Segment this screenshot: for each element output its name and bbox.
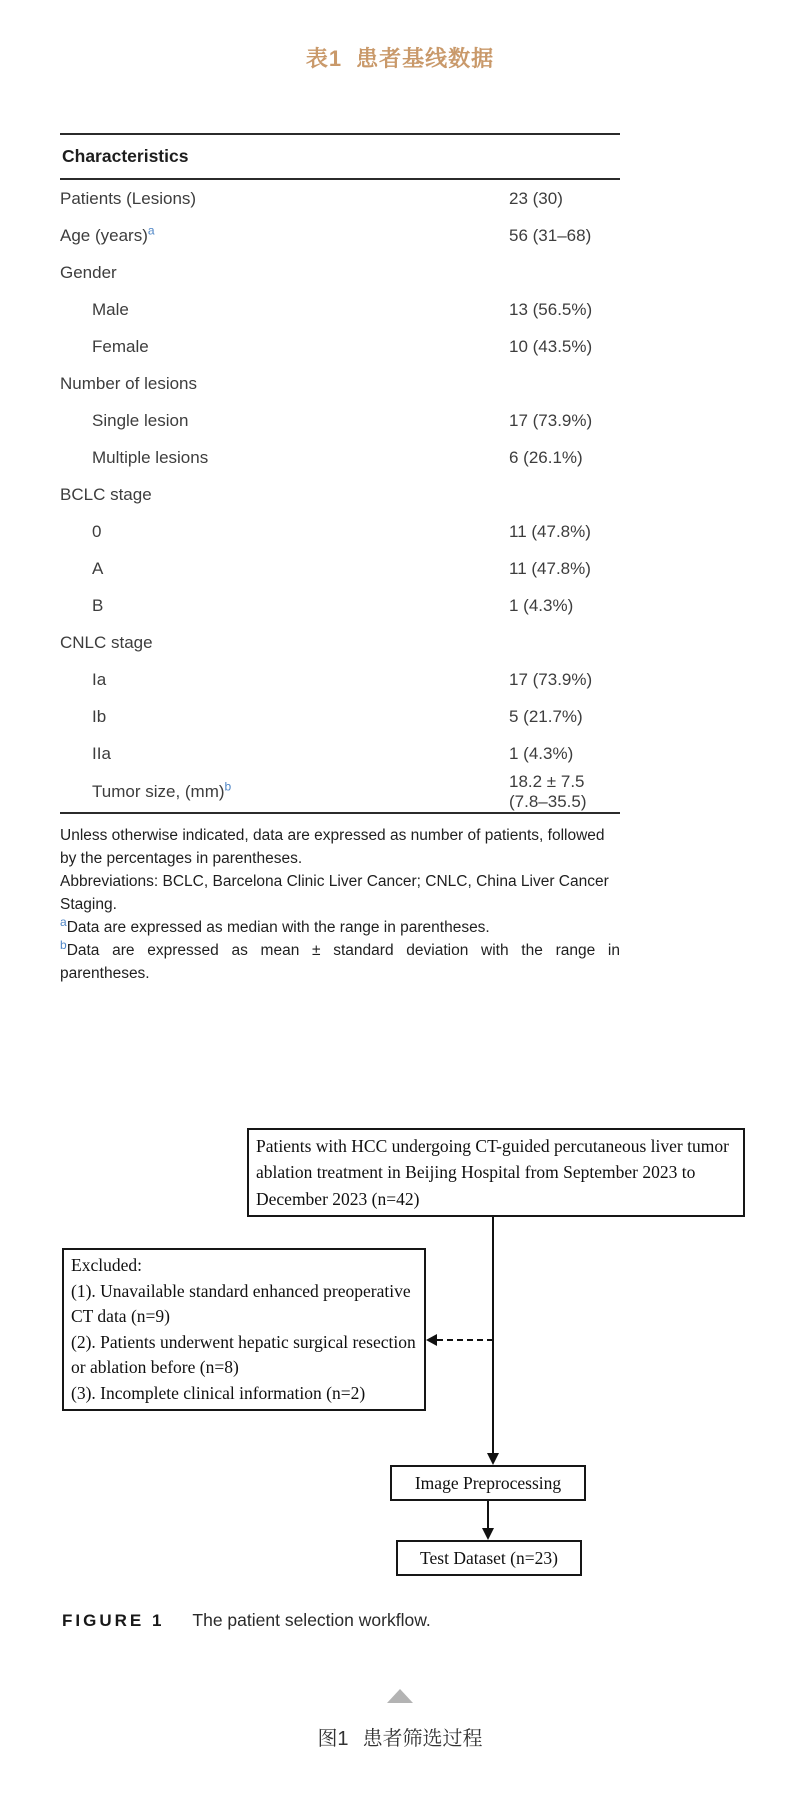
table-row bbox=[60, 291, 620, 328]
figure-label: FIGURE 1 bbox=[62, 1611, 165, 1630]
figure-caption-zh-prefix: 图1 bbox=[317, 1728, 349, 1750]
row-value: 17 (73.9%) bbox=[509, 669, 593, 689]
row-label: Female bbox=[92, 336, 149, 356]
footnote bbox=[60, 939, 620, 985]
row-label: CNLC stage bbox=[60, 632, 153, 652]
row-value bbox=[509, 624, 620, 661]
row-label: Age (years) bbox=[60, 225, 148, 245]
row-value: 6 (26.1%) bbox=[509, 447, 583, 467]
arrow-left-icon bbox=[426, 1334, 437, 1346]
figure-caption bbox=[62, 1610, 431, 1631]
footnote bbox=[60, 916, 620, 939]
row-label: Single lesion bbox=[92, 410, 189, 430]
footnote-marker: b bbox=[224, 779, 232, 794]
flow-connector-dashed bbox=[437, 1339, 493, 1341]
row-label: IIa bbox=[92, 743, 111, 763]
baseline-table bbox=[60, 133, 620, 814]
table-row bbox=[60, 735, 620, 772]
table-row bbox=[60, 254, 620, 291]
collapse-triangle-icon[interactable] bbox=[387, 1689, 413, 1703]
figure-caption-zh bbox=[0, 1722, 800, 1751]
row-label: Ia bbox=[92, 669, 107, 689]
table-row bbox=[60, 513, 620, 550]
table-row bbox=[60, 217, 620, 254]
flow-box-patients: Patients with HCC undergoing CT-guided percutaneous liver tumor ablation treatment in Beijing Hospital from September 2023 to December 2023 (n=42) bbox=[247, 1128, 745, 1217]
baseline-table-section bbox=[60, 133, 620, 985]
row-value: 5 (21.7%) bbox=[509, 706, 583, 726]
row-value bbox=[509, 476, 620, 513]
table-row bbox=[60, 587, 620, 624]
table-row bbox=[60, 661, 620, 698]
row-label: Tumor size, (mm) bbox=[92, 782, 225, 801]
table-row bbox=[60, 550, 620, 587]
footnote-text: Abbreviations: BCLC, Barcelona Clinic Liver Cancer; CNLC, China Liver Cancer Staging. bbox=[60, 873, 609, 913]
footnote-text: Unless otherwise indicated, data are expressed as number of patients, followed by the percentages in parentheses. bbox=[60, 827, 605, 867]
row-value: 1 (4.3%) bbox=[509, 743, 574, 763]
flow-box-preprocessing: Image Preprocessing bbox=[390, 1465, 586, 1501]
table-header-characteristics: Characteristics bbox=[60, 134, 620, 179]
excluded-line: (1). Unavailable standard enhanced preoperative CT data (n=9) bbox=[71, 1280, 411, 1327]
excluded-line: (3). Incomplete clinical information (n=2) bbox=[71, 1382, 366, 1403]
row-value: 11 (47.8%) bbox=[509, 521, 591, 541]
row-label: 0 bbox=[92, 521, 102, 541]
flow-connector-vertical bbox=[492, 1217, 494, 1453]
row-value: 11 (47.8%) bbox=[509, 558, 591, 578]
row-value: 17 (73.9%) bbox=[509, 410, 593, 430]
footnote bbox=[60, 824, 620, 870]
excluded-line: (2). Patients underwent hepatic surgical resection or ablation before (n=8) bbox=[71, 1331, 416, 1378]
row-label: A bbox=[92, 558, 104, 578]
table-row bbox=[60, 179, 620, 217]
row-label: B bbox=[92, 595, 104, 615]
table-footnotes bbox=[60, 824, 620, 985]
row-label: Patients (Lesions) bbox=[60, 188, 197, 208]
row-label: Ib bbox=[92, 706, 107, 726]
table-title-prefix: 表1 bbox=[305, 46, 343, 71]
row-value: 18.2 ± 7.5 (7.8–35.5) bbox=[509, 772, 587, 811]
row-label: Gender bbox=[60, 262, 117, 282]
table-row bbox=[60, 402, 620, 439]
arrow-down-icon bbox=[482, 1528, 494, 1540]
footnote-marker: b bbox=[60, 937, 67, 952]
table-row bbox=[60, 624, 620, 661]
row-label: Number of lesions bbox=[60, 373, 198, 393]
table-title bbox=[0, 42, 800, 73]
row-value: 23 (30) bbox=[509, 188, 563, 208]
row-value: 13 (56.5%) bbox=[509, 299, 593, 319]
patient-selection-flowchart bbox=[0, 1125, 800, 1595]
excluded-line: Excluded: bbox=[71, 1255, 142, 1275]
table-row bbox=[60, 476, 620, 513]
table-row bbox=[60, 772, 620, 813]
row-value bbox=[509, 254, 620, 291]
table-row bbox=[60, 698, 620, 735]
arrow-down-icon bbox=[487, 1453, 499, 1465]
table-row bbox=[60, 439, 620, 476]
flow-box-excluded bbox=[62, 1248, 426, 1411]
footnote-text: Data are expressed as median with the range in parentheses. bbox=[66, 919, 490, 936]
footnote bbox=[60, 870, 620, 916]
row-value: 56 (31–68) bbox=[509, 225, 592, 245]
row-label: Male bbox=[92, 299, 129, 319]
figure-caption-text: The patient selection workflow. bbox=[192, 1610, 431, 1630]
footnote-text: Data are expressed as mean ± standard deviation with the range in parentheses. bbox=[60, 942, 620, 982]
row-value: 1 (4.3%) bbox=[509, 595, 574, 615]
table-row bbox=[60, 328, 620, 365]
table-title-text: 患者基线数据 bbox=[356, 46, 495, 71]
row-value: 10 (43.5%) bbox=[509, 336, 593, 356]
footnote-marker: a bbox=[147, 222, 155, 237]
figure-caption-zh-text: 患者筛选过程 bbox=[362, 1728, 483, 1750]
row-label: Multiple lesions bbox=[92, 447, 209, 467]
row-value bbox=[509, 365, 620, 402]
footnote-marker: a bbox=[60, 914, 67, 929]
row-label: BCLC stage bbox=[60, 484, 152, 504]
flow-box-test-dataset: Test Dataset (n=23) bbox=[396, 1540, 582, 1576]
flow-connector-vertical-2 bbox=[487, 1501, 489, 1528]
table-row bbox=[60, 365, 620, 402]
